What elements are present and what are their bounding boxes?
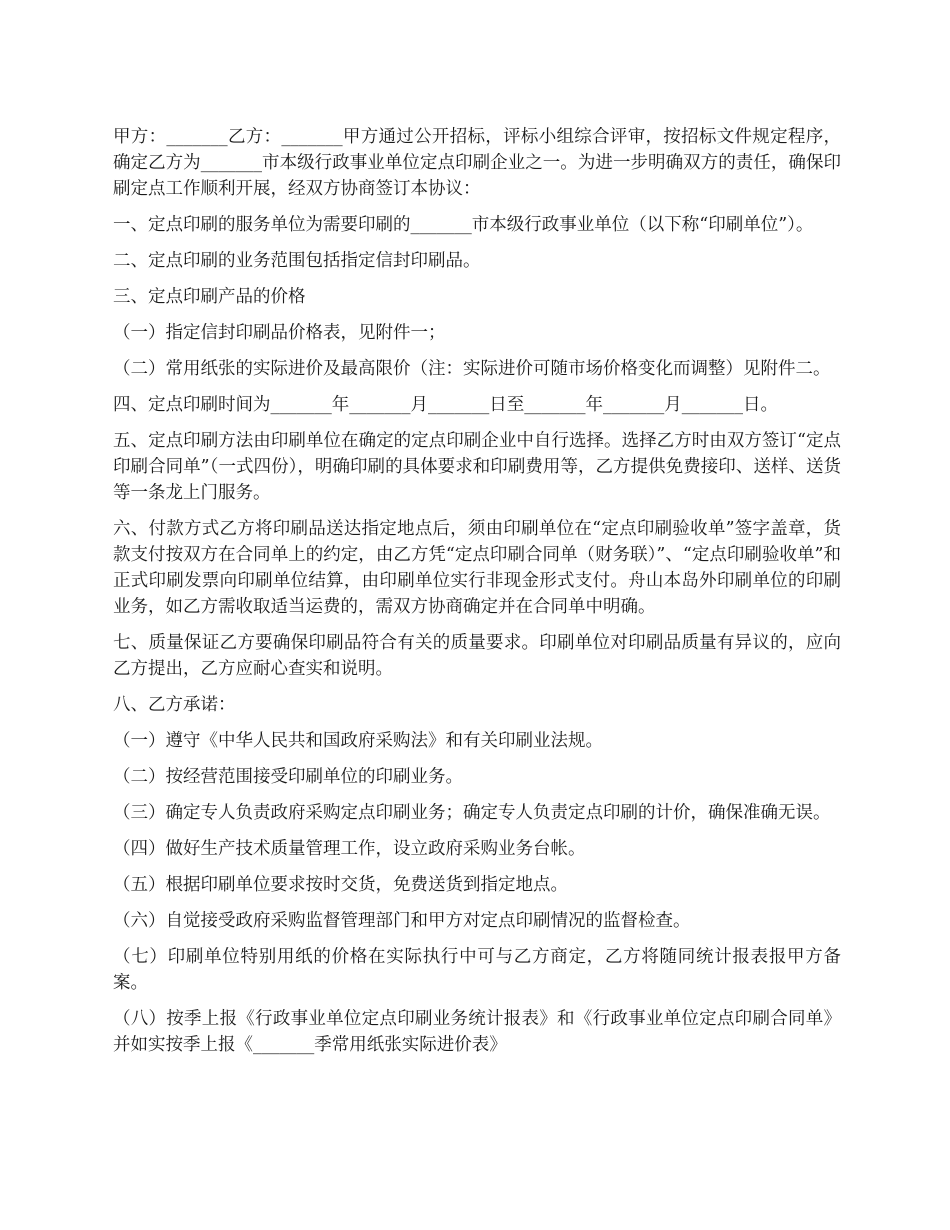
clause-7-quality: 七、质量保证乙方要确保印刷品符合有关的质量要求。印刷单位对印刷品质量有异议的，应向乙方提出，乙方应耐心查实和说明。	[113, 633, 841, 679]
clause-8-item-1: （一）遵守《中华人民共和国政府采购法》和有关印刷业法规。	[113, 731, 603, 751]
clause-8-item-6: （六）自觉接受政府采购监督管理部门和甲方对定点印刷情况的监督检查。	[113, 911, 691, 931]
clause-8-commitments-heading: 八、乙方承诺：	[113, 695, 236, 715]
clause-8-item-8: （八）按季上报《行政事业单位定点印刷业务统计报表》和《行政事业单位定点印刷合同单》并如实按季上报《_______季常用纸张实际进价表》	[113, 1009, 841, 1055]
intro-paragraph: 甲方：_______乙方：_______甲方通过公开招标，评标小组综合评审，按招标文件规定程序，确定乙方为_______市本级行政事业单位定点印刷企业之一。为进一步明确双方的责任，确保印刷定点工作顺利开展，经双方协商签订本协议：	[113, 127, 841, 199]
clause-8-item-7: （七）印刷单位特别用纸的价格在实际执行中可与乙方商定，乙方将随同统计报表报甲方备案。	[113, 947, 841, 993]
clause-3-item-1: （一）指定信封印刷品价格表，见附件一；	[113, 323, 446, 343]
clause-8-item-4: （四）做好生产技术质量管理工作，设立政府采购业务台帐。	[113, 839, 586, 859]
clause-8-item-2: （二）按经营范围接受印刷单位的印刷业务。	[113, 767, 463, 787]
clause-3-item-2: （二）常用纸张的实际进价及最高限价（注：实际进价可随市场价格变化而调整）见附件二。	[113, 359, 831, 379]
clause-1-service-scope: 一、定点印刷的服务单位为需要印刷的_______市本级行政事业单位（以下称“印刷单位”）。	[113, 215, 814, 235]
document-body	[113, 124, 841, 1068]
clause-4-period: 四、定点印刷时间为_______年_______月_______日至_______年_______月_______日。	[113, 395, 778, 415]
clause-3-pricing-heading: 三、定点印刷产品的价格	[113, 287, 306, 307]
clause-8-item-5: （五）根据印刷单位要求按时交货，免费送货到指定地点。	[113, 875, 568, 895]
clause-8-item-3: （三）确定专人负责政府采购定点印刷业务；确定专人负责定点印刷的计价，确保准确无误。	[113, 803, 831, 823]
clause-5-method: 五、定点印刷方法由印刷单位在确定的定点印刷企业中自行选择。选择乙方时由双方签订“定点印刷合同单”（一式四份），明确印刷的具体要求和印刷费用等，乙方提供免费接印、送样、送货等一条龙上门服务。	[113, 431, 841, 503]
clause-2-business-scope: 二、定点印刷的业务范围包括指定信封印刷品。	[113, 251, 481, 271]
clause-6-payment: 六、付款方式乙方将印刷品送达指定地点后，须由印刷单位在“定点印刷验收单”签字盖章，货款支付按双方在合同单上的约定，由乙方凭“定点印刷合同单（财务联）”、“定点印刷验收单”和正式印刷发票向印刷单位结算，由印刷单位实行非现金形式支付。舟山本岛外印刷单位的印刷业务，如乙方需收取适当运费的，需双方协商确定并在合同单中明确。	[113, 519, 841, 617]
